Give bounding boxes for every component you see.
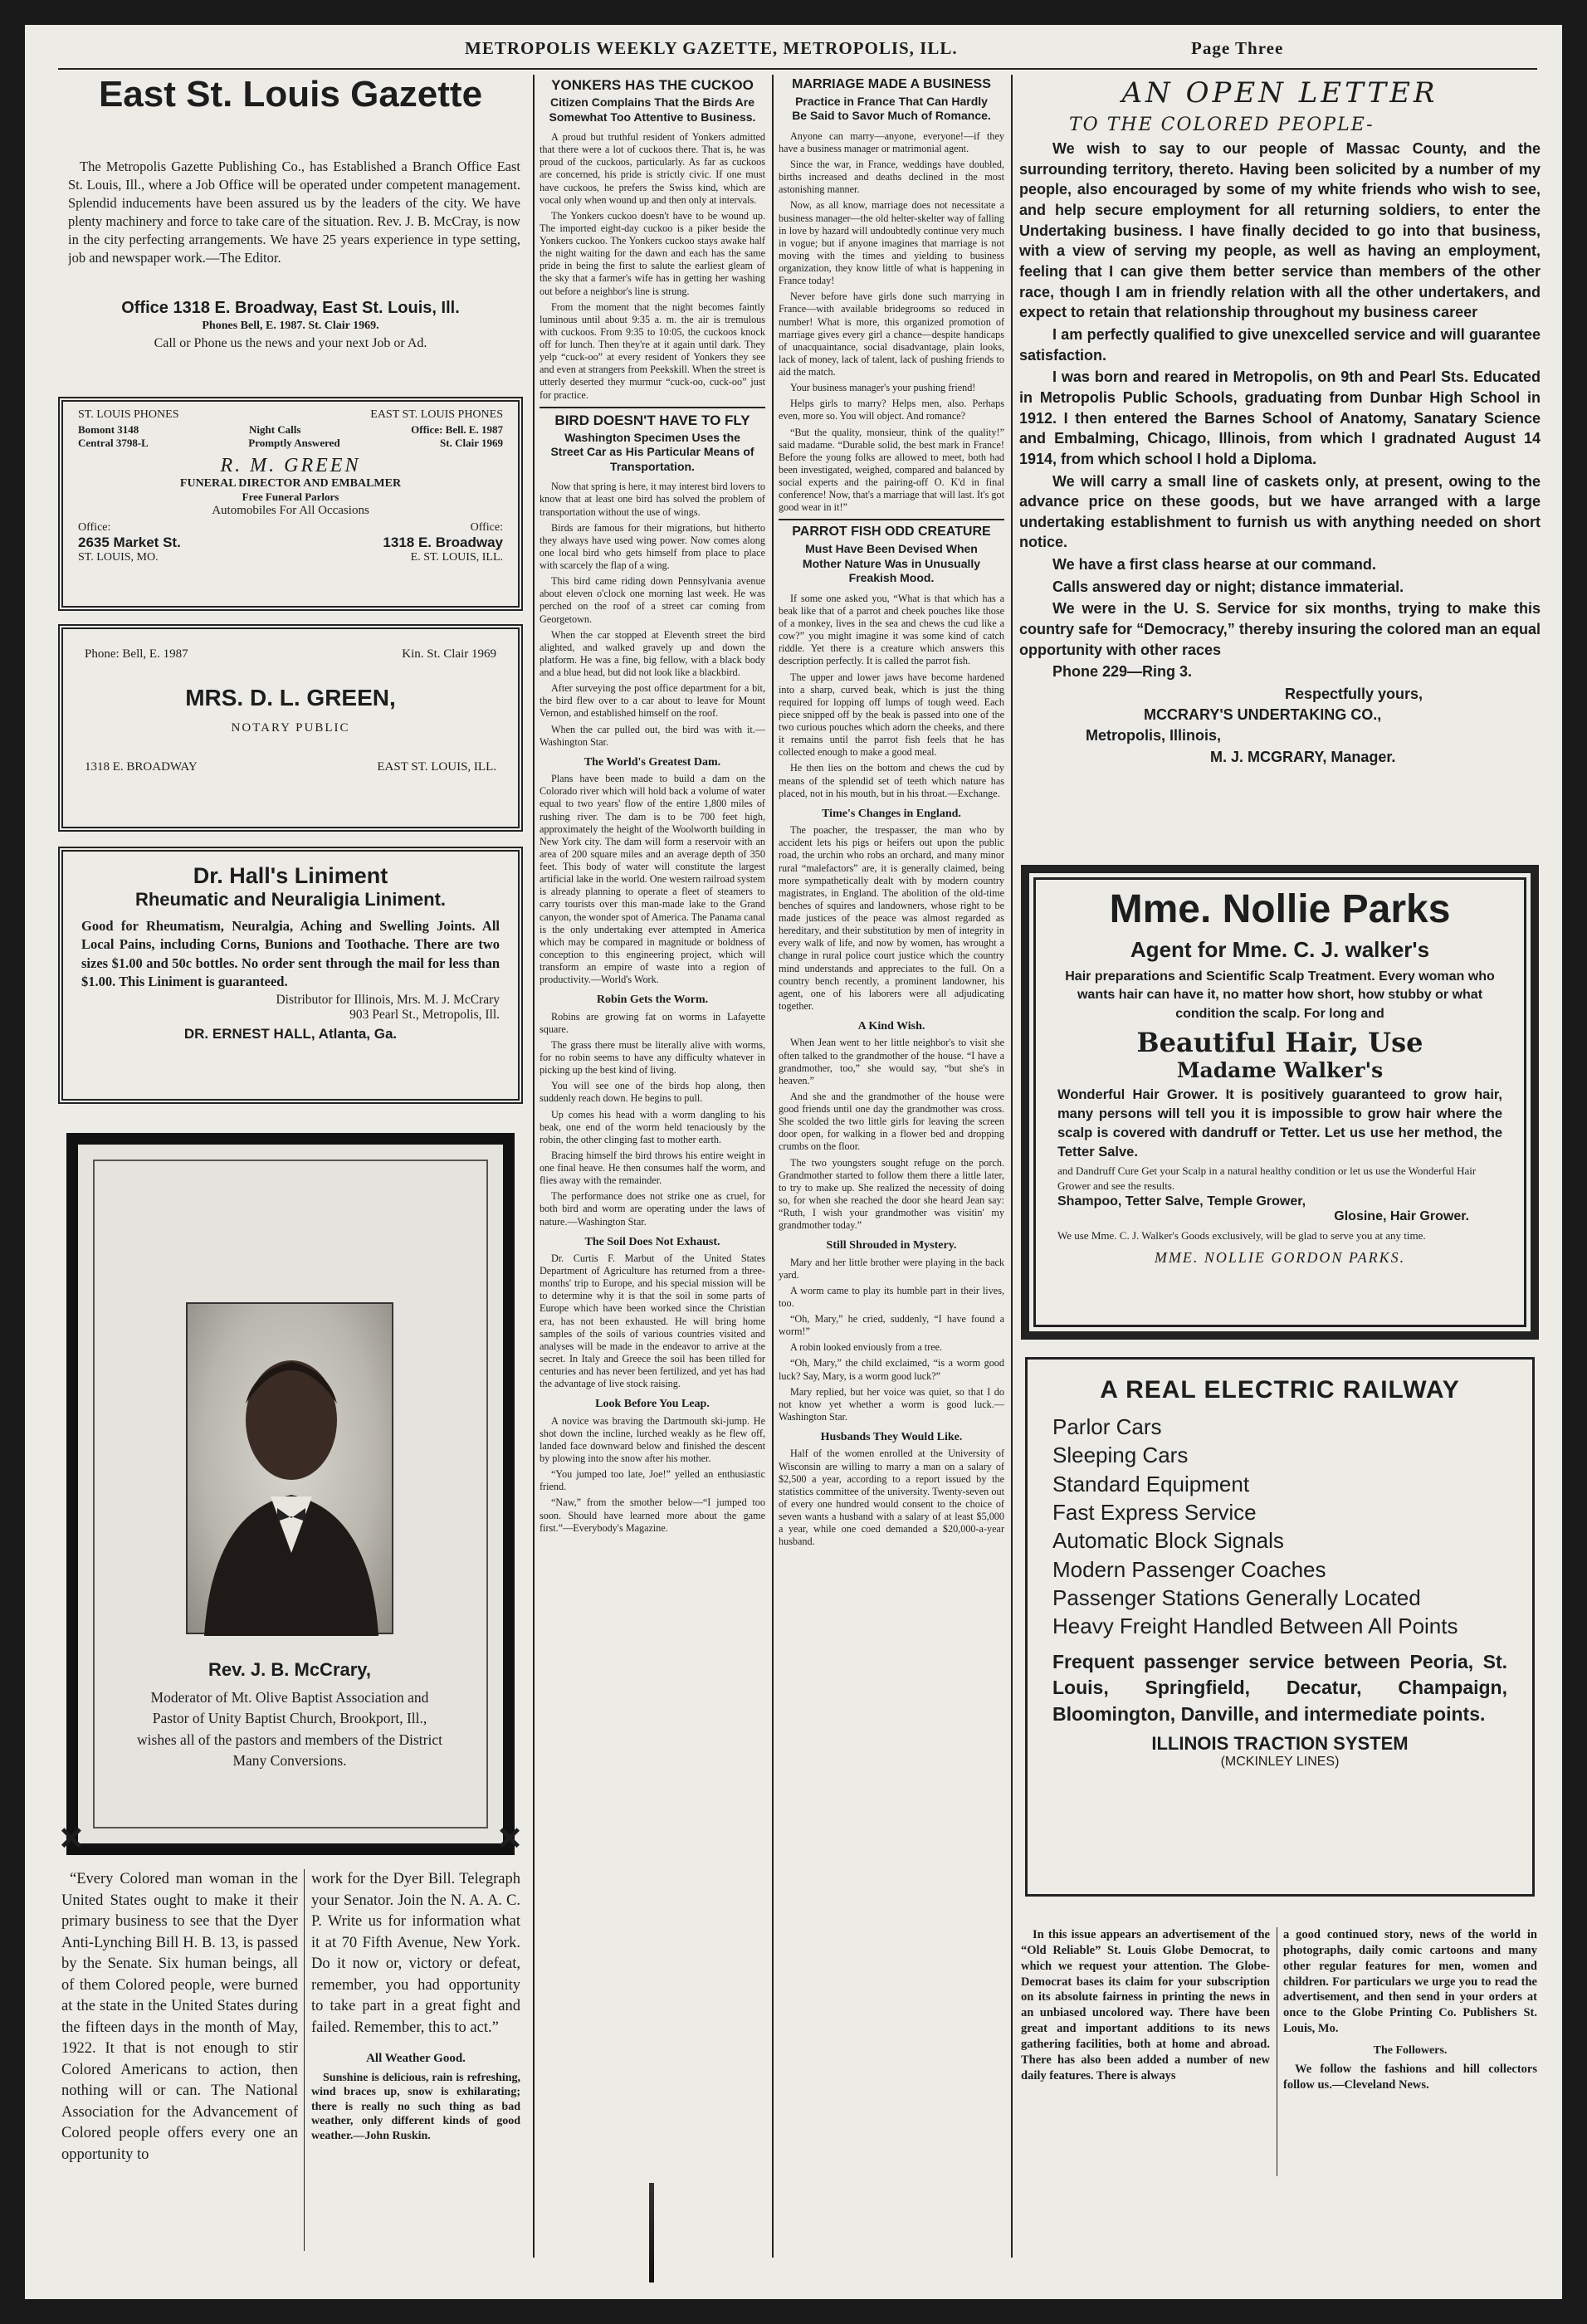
marriage-title: MARRIAGE MADE A BUSINESS (792, 77, 991, 91)
bird-p3: This bird came riding down Pennsylvania avenue about eleven o'clock one morning last week. He was perched on the roof of a street car coming from Georgetown. (540, 575, 765, 625)
office-label-right: Office: (470, 521, 503, 534)
wish-p2: And she and the grandmother of the house were good friends until one day the grandmother was cross. She scolded the two little girls for leaving the screen door open, for walking in a flower bed and dropping crumbs on the floor. (779, 1090, 1004, 1153)
bird-p1: Now that spring is here, it may interest bird lovers to know that at least one bird has solved the problem of transportation without the use of wings. (540, 481, 765, 518)
newspaper-page (25, 25, 1562, 2299)
parrot-subhead: Must Have Been Devised When Mother Nature Was in Unusually Freakish Mood. (802, 542, 981, 585)
letter-p1: We wish to say to our people of Massac County, and the surrounding territory, thereto. Having been solicited by a number of my people, also encouraged by some of my white friends who wish to see, and help secure employment for all returning soldiers, to enter the Undertaking business. I have finally decided to go into that business, with a view of serving my people, as well as having an employment, feeling that I can give them better service than members of the other race, though I am in friendly relation with all the other undertakers, and expect to retain that relationship throughout my business career (1019, 140, 1541, 321)
parrot-p1: If some one asked you, “What is that which has a beak like that of a parrot and cheek pouches like those of a monkey, lives in the sea and chews the cud like a cow?” you might imagine it was some kind of catch riddle. Yet there is a creature which answers this description perfectly. It is called the parrot fish. (779, 592, 1004, 667)
liniment-address: 903 Pearl St., Metropolis, Ill. (349, 1008, 500, 1023)
railway-feature-list (1052, 1413, 1507, 1641)
weather-text: Sunshine is delicious, rain is refreshing, wind braces up, snow is exhilarating; there is really no such thing as bad weather, only different kinds of good weather.—John Ruskin. (311, 2071, 520, 2142)
parrot-p2: The upper and lower jaws have become hardened into a sharp, curved beak, which is just the thing required for lopping off lumps of tough weed. Each piece snipped off by the beak is passed into one of the two curious pouches which adorn the cheeks, and there it remains until the parrot fish feels that he has collected enough to make a good meal. (779, 671, 1004, 759)
open-letter (1019, 76, 1541, 848)
portrait-name: Rev. J. B. McCrary, (208, 1659, 372, 1680)
parks-products-2: Glosine, Hair Grower. (1334, 1209, 1469, 1224)
broadway-address: 1318 E. Broadway (383, 535, 503, 550)
letter-p3: I was born and reared in Metropolis, on 9th and Pearl Sts. Educated in Metropolis Public Schools, graduating from Dunbar High School in 1912. I then entered the Barnes School of Anatomy, Sanatary Science and Embalming, Chicago, Illinois, from which I gradnated August 14 1914, from which school I hold a Diploma. (1019, 369, 1541, 467)
mystery-p4: A robin looked enviously from a tree. (790, 1341, 943, 1354)
parks-ad (1021, 865, 1539, 1340)
phone-headings (78, 408, 503, 422)
lynching-rule (304, 1869, 305, 2251)
yonkers-p1: A proud but truthful resident of Yonkers admitted that there were a lot of cuckoos there. That is, he was proud of the cuckoos, particularly. As far as cuckoos are concerned, his pride is strictly civic. If one must have cuckoos, he prefers the Swiss kind, which are vocal only when wound up and then only at intervals. (540, 131, 765, 206)
dam-p1: Plans have been made to build a dam on the Colorado river which will hold back a volume of water equal to two years' flow of the entire 1,800 miles of rushing river. The dam is to be 700 feet high, approximately the height of the Woolworth building in New York city. The dam will form a reservoir with an area of 200 square miles and an average depth of 350 feet. This body of water will constitute the largest artificial lake in the world. One western railroad system is already planning to operate a fleet of steamers to carry tourists over this man-made lake to the Grand canyon, the wonder spot of America. The Panama canal is the only undertaking ever attempted in America which may be compared in magnitude or boldness of conception to this engineering project, which will transform an empire of waste into a region of productivity.—World's Work. (540, 773, 765, 986)
mystery-p5: “Oh, Mary,” the child exclaimed, “is a worm good luck? Say, Mary, is a worm good luck?” (779, 1357, 1004, 1382)
gazette-phones: Phones Bell, E. 1987. St. Clair 1969. (202, 320, 379, 332)
parks-beautiful: Beautiful Hair, Use (1136, 1026, 1423, 1058)
promptly-answered: Promptly Answered (248, 437, 340, 449)
notary-address-row (85, 760, 496, 774)
liniment-title: Dr. Hall's Liniment (193, 863, 388, 888)
liniment-ad (58, 847, 523, 1104)
green-role: FUNERAL DIRECTOR AND EMBALMER (179, 477, 402, 490)
parks-agent: Agent for Mme. C. J. walker's (1130, 936, 1430, 962)
letter-title: AN OPEN LETTER (1121, 76, 1438, 110)
masthead-line: METROPOLIS WEEKLY GAZETTE, METROPOLIS, ILL. (465, 38, 958, 58)
automobiles: Automobiles For All Occasions (212, 504, 369, 517)
followers-title: The Followers. (1373, 2043, 1448, 2057)
globe-left (1021, 1927, 1270, 2259)
gazette-contact (58, 299, 523, 374)
parks-small: and Dandruff Cure Get your Scalp in a natural healthy condition or let us use the Wonderful Hair Grower and see the results. (1057, 1164, 1477, 1192)
gazette-title: East St. Louis Gazette (98, 74, 483, 115)
mystery-title: Still Shrouded in Mystery. (826, 1239, 957, 1252)
husbands-title: Husbands They Would Like. (820, 1431, 963, 1444)
divider (540, 407, 765, 408)
running-head (25, 33, 1562, 66)
letter-p4: We will carry a small line of caskets only, at present, owing to the advance price on these goods, but we have arranged with a large undertaking establishment to furnish us with anything needed on short notice. (1019, 472, 1541, 551)
marriage-p4: Never before have girls done such marrying in France—with available bridegrooms so reduced in number! What is more, this organized promotion of marriage gives every girl a chance—despite handicaps of unacquaintance, social disadvantage, plain looks, lack of money, lack of talent, lack of pushing friends to aid the match. (779, 290, 1004, 378)
city-left: ST. LOUIS, MO. (78, 551, 159, 564)
weather-title: All Weather Good. (366, 2052, 466, 2066)
railway-feature-item: Parlor Cars (1052, 1414, 1162, 1439)
market-address: 2635 Market St. (78, 535, 181, 550)
parrot-title: PARROT FISH ODD CREATURE (792, 525, 991, 540)
husbands-p1: Half of the women enrolled at the University of Wisconsin are willing to marry a man on a salary of $2,500 a year, according to a report issued by the statistics committee of the university. Twenty-seven out of every one hundred would consent to the choice of seven wants a husband with a salary of at least $5,000 a year, while one coed demanded a $20,000-a-year husband. (779, 1448, 1004, 1548)
gazette-office: Office 1318 E. Broadway, East St. Louis, Ill. (121, 299, 460, 317)
liniment-distributor: Distributor for Illinois, Mrs. M. J. McCrary (276, 993, 500, 1008)
x-right-icon: ✕ (496, 1822, 523, 1857)
parks-body: Wonderful Hair Grower. It is positively guaranteed to grow hair, many persons will tell you it is impossible to grow hair where the scalp is covered with dandruff or Tetter. Let us use her method, the Tetter Salve. (1057, 1086, 1502, 1160)
wish-p3: The two youngsters sought refuge on the porch. Grandmother started to follow them there a little later, to try to make up. She realized the necessity of doing so, for when she reached the door she heard Jean say: “Ruth, I wish your grandmother was visitin' my grandmother today.” (779, 1156, 1004, 1232)
leap-title: Look Before You Leap. (595, 1398, 710, 1411)
column-two (540, 75, 765, 2258)
notary-phone-bell: Phone: Bell, E. 1987 (85, 647, 188, 661)
parrot-p3: He then lies on the bottom and chews the cud by means of the splendid set of teeth which nature has placed, not in his mouth, but in his throat.—Exchange. (779, 762, 1004, 799)
marriage-p6: Helps girls to marry? Helps men, also. Perhaps even, more so. You will object. And romance? (779, 398, 1004, 422)
st-clair-number: St. Clair 1969 (440, 437, 503, 449)
bird-title: BIRD DOESN'T HAVE TO FLY (554, 412, 750, 428)
green-name: R. M. GREEN (220, 455, 361, 476)
marriage-p7: “But the quality, monsieur, think of the quality!” said madame. “Durable solid, the best mark in France! Before the young folks are allowed to meet, both had been investigated, weighed, compared and balanced by social experts and the pairing-off O. K'd in final conference! Now, that's a marriage that will last. It's got good wear in it!” (779, 426, 1004, 514)
yonkers-subhead: Citizen Complains That the Birds Are Somewhat Too Attentive to Business. (549, 95, 756, 124)
railway-feature-item: Sleeping Cars (1052, 1443, 1189, 1468)
portrait-caption: Moderator of Mt. Olive Baptist Association and Pastor of Unity Baptist Church, Brookport, Ill., wishes all of the pastors and members of the District Many Conversions. (137, 1689, 442, 1770)
notary-phone-kin: Kin. St. Clair 1969 (402, 647, 496, 661)
bomont-number: Bomont 3148 (78, 423, 139, 436)
bird-p2: Birds are famous for their migrations, but hitherto they always have used wing power. Now comes along one local bird who gets himself from place to place with scarcely the flap of a wing. (540, 521, 765, 572)
soil-p1: Dr. Curtis F. Marbut of the United States Department of Agriculture has returned from a three-months' trip to Europe, and his special mission will be to determine why it is that the soil in some parts of Europe which have been worked since the Christian era, has not been exhausted. He will bring home samples of the soils of various countries visited and analyses will be made in the endeavor to arrive at the secret. In Italy and Greece the soil has been tilled for centuries and has never been fertilized, and yet has had the advantage of live stock raising. (540, 1252, 765, 1390)
notary-phones (85, 647, 496, 662)
marriage-p1: Anyone can marry—anyone, everyone!—if they have a business manager or matrimonial agent. (779, 129, 1004, 154)
marriage-p3: Now, as all know, marriage does not necessitate a business manager—the old helter-skelter way of falling in love by hazard will undoubtedly continue very much in vogue; but if anyone imagines that marriage is not moving with the times and yielding to business organization, they know little of what is happening in France today! (779, 199, 1004, 287)
marriage-p5: Your business manager's your pushing friend! (790, 382, 976, 394)
parks-name: Mme. Nollie Parks (1109, 887, 1451, 931)
globe-right (1283, 1927, 1537, 2259)
column-three (779, 75, 1004, 2258)
x-left-icon: ✕ (58, 1822, 85, 1857)
soil-title: The Soil Does Not Exhaust. (584, 1235, 720, 1248)
globe-left-text: In this issue appears an advertisement of the “Old Reliable” St. Louis Globe Democrat, to which we request your attention. The Globe-Democrat bases its claim for your subscription on its absolute fairness in printing the news in an unbiased uncolored way. There have been great and important additions to its news gathering facilities, both at home and abroad. There has also been added a number of new daily features. There is always (1021, 1928, 1270, 2082)
divider (779, 519, 1004, 520)
office-addresses (78, 535, 503, 551)
railway-feature-item: Modern Passenger Coaches (1052, 1556, 1326, 1582)
letter-p5: We have a first class hearse at our command. (1052, 556, 1376, 574)
notary-name: MRS. D. L. GREEN, (185, 685, 396, 710)
bird-p5: After surveying the post office department for a bit, the bird flew over to a car about to leave for Mount Vernon, and established himself on the roof. (540, 682, 765, 720)
wish-title: A Kind Wish. (857, 1020, 925, 1033)
parks-walker: Madame Walker's (1176, 1057, 1384, 1082)
letter-phone: Phone 229—Ring 3. (1052, 663, 1193, 681)
railway-ad (1025, 1357, 1535, 1897)
letter-signature (1019, 684, 1541, 768)
night-calls: Night Calls (248, 423, 301, 436)
liniment-signature: DR. ERNEST HALL, Atlanta, Ga. (183, 1026, 398, 1042)
yonkers-p2: The Yonkers cuckoo doesn't have to be wound up. The imported eight-day cuckoo is a piker beside the Yonkers cuckoo. The Yonkers cuckoo stays awake half the night waiting for the dawn and each has the same pride in being the first to salute the earliest gleam of the sky that a farmer's wife has in getting her washing out before a neighbor's line is strung. (540, 209, 765, 297)
binding-thread (649, 2183, 654, 2282)
st-louis-phones: ST. LOUIS PHONES (78, 408, 179, 421)
parks-signature: MME. NOLLIE GORDON PARKS. (1154, 1249, 1406, 1267)
marriage-subhead: Practice in France That Can Hardly Be Said to Savor Much of Romance. (792, 94, 991, 123)
letter-body (1019, 139, 1541, 682)
robin-p3: You will see one of the birds hop along, then suddenly reach down. He begins to pull. (540, 1080, 765, 1105)
yonkers-p3: From the moment that the night becomes faintly luminous until about 9:35 a. m. the air is tremulous with cuckoos. From 9:35 to 10:05, the cuckoos knock off for lunch. Then they're at it again until dark. They yelp “cuck-oo” at every resident of Yonkers they see and even at strangers from Peekskill. When the street is utterly deserted they murmur “cuck-oo, cuck-oo” just for practice. (540, 300, 765, 401)
notary-address: 1318 E. BROADWAY (85, 760, 198, 774)
railway-feature-item: Automatic Block Signals (1052, 1528, 1284, 1554)
yonkers-title: YONKERS HAS THE CUCKOO (551, 77, 754, 93)
portrait-caption-block (103, 1659, 476, 1772)
east-st-louis-phones: EAST ST. LOUIS PHONES (370, 408, 503, 421)
globe-right-text: a good continued story, news of the world in photographs, daily comic cartoons and many other regular features for men, women and children. For particulars we urge you to read the advertisement, and then send in your orders at once to the Globe Printing Co. Publishers St. Louis, Mo. (1283, 1928, 1537, 2036)
lynching-right-column (311, 1869, 520, 2251)
city-right: E. ST. LOUIS, ILL. (410, 551, 503, 564)
railway-feature-item: Heavy Freight Handled Between All Points (1052, 1614, 1458, 1639)
robin-p1: Robins are growing fat on worms in Lafayette square. (540, 1010, 765, 1035)
parks-products-1: Shampoo, Tetter Salve, Temple Grower, (1057, 1194, 1306, 1209)
railway-title: A REAL ELECTRIC RAILWAY (1100, 1376, 1460, 1404)
office-label-left: Office: (78, 521, 111, 534)
wish-p1: When Jean went to her little neighbor's to visit she often talked to the grandmother of the house. “I have a grandmother, too,” she would say, “but she's in heaven.” (779, 1037, 1004, 1086)
office-labels (78, 521, 503, 535)
marriage-p2: Since the war, in France, weddings have doubled, births increased and deaths declined in the most astonishing manner. (779, 159, 1004, 196)
letter-manager: M. J. MCGRARY, Manager. (1210, 748, 1396, 765)
office-cities (78, 551, 503, 564)
bird-p6: When the car pulled out, the bird was with it.—Washington Star. (540, 723, 765, 748)
green-funeral-ad (58, 397, 523, 611)
times-title: Time's Changes in England. (822, 807, 961, 820)
column-rule-3 (1011, 75, 1013, 2258)
portrait-figure-icon (188, 1304, 395, 1636)
lynching-left-column (61, 1869, 298, 2259)
liniment-body: Good for Rheumatism, Neuralgia, Aching and Swelling Joints. All Local Pains, including Corns, Bunions and Toothache. There are two sizes $1.00 and 50c bottles. No order sent through the mail for less than $1.00. This Liniment is guaranteed. (81, 918, 500, 989)
gazette-callout: Call or Phone us the news and your next Job or Ad. (154, 336, 427, 350)
railway-lines: (MCKINLEY LINES) (1220, 1754, 1340, 1769)
letter-place: Metropolis, Illinois, (1086, 727, 1222, 745)
letter-p7: We were in the U. S. Service for six months, trying to make this country safe for “Democracy,” thereby insuring the colored man an equal opportunity with other races (1019, 600, 1541, 658)
robin-p5: Bracing himself the bird throws his entire weight in one final heave. He then consumes half the worm, and flies away with the remainder. (540, 1149, 765, 1187)
robin-p4: Up comes his head with a worm dangling to his beak, one end of the worm held tenaciously by the robin, the other clinging fast to mother earth. (540, 1108, 765, 1145)
header-rule (58, 68, 1537, 70)
central-number: Central 3798-L (78, 437, 149, 449)
mystery-p2: A worm came to play its humble part in their lives, too. (779, 1284, 1004, 1309)
phone-row-1 (78, 423, 503, 437)
letter-firm: MCCRARY'S UNDERTAKING CO., (1144, 706, 1382, 724)
followers-text: We follow the fashions and hill collectors follow us.—Cleveland News. (1283, 2063, 1537, 2092)
gazette-announcement (68, 158, 520, 307)
column-rule-1 (533, 75, 535, 2258)
gazette-body: The Metropolis Gazette Publishing Co., has Established a Branch Office East St. Louis, Ill., where a Job Office will be operated under competent management. Splendid inducements have been assured us by the leaders of the city. We have plenty machinery and force to take care of the situation. Rev. J. B. McCray, is now in the city perfecting arrangements. We have 25 years experience in type setting, job and newspaper work.—The Editor. (68, 159, 520, 266)
gazette-title-block (58, 74, 523, 115)
page-number: Page Three (1191, 38, 1284, 58)
parks-intro: Hair preparations and Scientific Scalp Treatment. Every woman who wants hair can have it, no matter how short, how stubby or what condition the scalp. For long and (1065, 969, 1495, 1021)
liniment-subtitle: Rheumatic and Neuraligia Liniment. (134, 889, 447, 910)
notary-city: EAST ST. LOUIS, ILL. (377, 760, 496, 774)
notary-title: NOTARY PUBLIC (231, 721, 350, 735)
railway-feature-item: Fast Express Service (1052, 1499, 1257, 1525)
leap-p3: “Naw,” from the smother below—“I jumped too soon. Should have learned more about the game first.”—Everybody's Magazine. (540, 1496, 765, 1534)
robin-title: Robin Gets the Worm. (596, 994, 709, 1007)
letter-salutation: TO THE COLORED PEOPLE- (1069, 115, 1375, 135)
free-parlors: Free Funeral Parlors (242, 491, 339, 503)
railway-feature-item: Passenger Stations Generally Located (1052, 1584, 1421, 1610)
lynching-right-text: work for the Dyer Bill. Telegraph your Senator. Join the N. A. A. C. P. Write us for information what it at 70 Fifth Avenue, New York. Do it now or, victory or defeat, remember, you had opportunity to take part in a great fight and failed. Remember, this to act.” (311, 1871, 520, 2036)
notary-ad (58, 624, 523, 832)
mystery-p1: Mary and her little brother were playing in the back yard. (779, 1256, 1004, 1281)
robin-p6: The performance does not strike one as cruel, for both bird and worm are operating under the laws of nature.—Washington Star. (540, 1190, 765, 1228)
robin-p2: The grass there must be literally alive with worms, for no robin seems to have any difficulty whatever in picking up the best kind of living. (540, 1038, 765, 1077)
mystery-p3: “Oh, Mary,” he cried, suddenly, “I have found a worm!” (779, 1313, 1004, 1338)
letter-close: Respectfully yours, (1285, 686, 1423, 703)
railway-feature-item: Standard Equipment (1052, 1471, 1250, 1496)
bird-subhead: Washington Specimen Uses the Street Car as His Particular Means of Transportation. (550, 430, 754, 473)
railway-system: ILLINOIS TRACTION SYSTEM (1151, 1732, 1409, 1754)
times-p1: The poacher, the trespasser, the man who by accident lets his pigs or heifers out upon the public road, the urchin who robs an orchard, and many minor rural “malefactors” are, it is generally claimed, being more sympathetically dealt with by modern country magistrates, in England. The abolition of the old-time benches of squires and landowners, whose right to be made justices of the peace was almost regarded as hereditary, and their substitution by men of integrity in every walk of life, and now by women, has wrought a change in rural police court justice which the country mind understands and appreciates to the full. On a country bench recently, a prominent landowner, his agent, one of his laborers were all adjudicating together. (779, 824, 1004, 1012)
phone-row-2 (78, 437, 503, 450)
bird-p4: When the car stopped at Eleventh street the bird alighted, and walked gravely up and down the platform. He was a fine, big fellow, with a black body and a blue head, but did not look like a blackbird. (540, 628, 765, 679)
portrait-photo (186, 1302, 393, 1634)
mystery-p6: Mary replied, but her voice was quiet, so that I do not know yet whether a worm is good luck.—Washington Star. (779, 1385, 1004, 1423)
bell-number: Office: Bell. E. 1987 (411, 423, 503, 436)
lynching-left-text: “Every Colored man woman in the United States ought to make it their primary business to see that the Dyer Anti-Lynching Bill H. B. 13, is passed by the Senate. Six human beings, all of them Colored people, were burned at the state in the United States during the fifteen days in the month of May, 1922. It that is not enough to stir Colored Americans to action, then nothing will or can. The National Association for the Advancement of Colored people offers every one an opportunity to (61, 1871, 298, 2163)
leap-p2: “You jumped too late, Joe!” yelled an enthusiastic friend. (540, 1468, 765, 1493)
parks-use: We use Mme. C. J. Walker's Goods exclusively, will be glad to serve you at any time. (1057, 1229, 1426, 1243)
column-rule-2 (772, 75, 774, 2258)
leap-p1: A novice was braving the Dartmouth ski-jump. He shot down the incline, lurched weakly as he flew off, landed face downward below and finished the descent by plowing into the snow after his mother. (540, 1414, 765, 1465)
letter-p2: I am perfectly qualified to give unexcelled service and will guarantee satisfaction. (1019, 325, 1541, 364)
dam-title: The World's Greatest Dam. (584, 755, 721, 769)
letter-p6: Calls answered day or night; distance immaterial. (1052, 578, 1404, 595)
portrait-x-marks (58, 1822, 523, 1857)
railway-service: Frequent passenger service between Peoria, St. Louis, Springfield, Decatur, Champaign, Bloomington, Danville, and intermediate points. (1052, 1650, 1507, 1725)
portrait-frame (66, 1133, 515, 1855)
